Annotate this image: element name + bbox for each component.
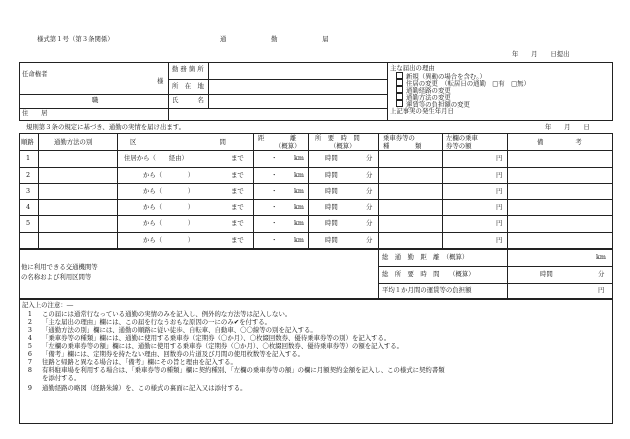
row-from[interactable]: から（ ） <box>143 203 195 211</box>
row-to: まで <box>231 203 244 211</box>
row-yen: 円 <box>496 187 503 195</box>
checkbox-icon <box>396 79 403 86</box>
row-minutes: 分 <box>366 203 373 211</box>
row-to: まで <box>231 171 244 179</box>
note-text: 「主な届出の理由」欄には、この届を行なうおもな原因の一にのみ✔を付する。 <box>42 318 272 326</box>
notes-title: 記入上の注意：― <box>22 301 74 309</box>
other-transport-label-1: 他に利用できる交通機関等 <box>21 263 98 271</box>
total-time-minutes: 分 <box>598 270 605 278</box>
row-dot: ・ <box>271 203 278 211</box>
note-text: を添付する。 <box>42 374 81 382</box>
row-dot: ・ <box>271 171 278 179</box>
reason-label: 通勤経路の変更 <box>406 86 451 95</box>
note-text: この届には通常行なっている通勤の実情のみを記入し、例外的な方法等は記入しない。 <box>42 310 292 318</box>
row-to: まで <box>231 154 244 162</box>
row-from[interactable]: 住居から（ 経由） <box>124 154 188 162</box>
row-km: km <box>294 236 304 244</box>
row-hours: 時間 <box>325 236 338 244</box>
note-text: 有料駐車場を利用する場合は、「乗車券等の種類」欄に契約種別、「左欄の乗車券等の額」の欄に月額契約金額を記入し、この様式に契約書類 <box>42 366 445 374</box>
row-km: km <box>294 203 304 211</box>
row-km: km <box>294 154 304 162</box>
checkbox-icon <box>396 100 403 107</box>
row-hours: 時間 <box>325 219 338 227</box>
header-ticket-type-sub: 種 類 <box>383 142 422 150</box>
submission-date: 年 月 日提出 <box>512 50 570 58</box>
sama-label: 様 <box>157 77 164 85</box>
note-text: 往路と帰路と異なる場合は、「備考」欄にその旨と理由を記入する。 <box>42 358 237 366</box>
header-seq: 順路 <box>21 138 34 146</box>
header-distance-sub: （概算） <box>275 142 301 150</box>
row-km: km <box>294 187 304 195</box>
row-seq: 4 <box>26 203 31 211</box>
declaration: 規則第３条の規定に基づき、通勤の実情を届け出ます。 <box>26 123 185 131</box>
row-dot: ・ <box>271 187 278 195</box>
header-ticket-type: 乗車券等の <box>383 134 415 142</box>
row-dot: ・ <box>271 236 278 244</box>
header-method: 通勤方法の別 <box>54 138 93 146</box>
row-hours: 時間 <box>325 187 338 195</box>
row-seq: 1 <box>26 154 31 162</box>
reason-label: 通勤方法の変更 <box>406 93 451 102</box>
row-seq: 3 <box>26 187 31 195</box>
position-label: 職 <box>92 96 99 104</box>
header-remarks: 備 考 <box>537 138 582 146</box>
row-yen: 円 <box>496 236 503 244</box>
header-time-sub: （概算） <box>330 142 356 150</box>
note-number: 3 <box>27 326 32 334</box>
other-transport-box <box>19 249 613 299</box>
event-date-value: 年 月 日 <box>545 123 590 131</box>
total-distance-unit: km <box>596 253 606 261</box>
row-minutes: 分 <box>366 236 373 244</box>
row-minutes: 分 <box>366 171 373 179</box>
row-yen: 円 <box>496 154 503 162</box>
monthly-fare-unit: 円 <box>598 286 605 294</box>
row-seq: 2 <box>26 171 31 179</box>
row-km: km <box>294 219 304 227</box>
header-distance: 距 離 <box>258 134 297 142</box>
note-number: 2 <box>27 318 32 326</box>
appointer-label: 任命権者 <box>22 70 48 78</box>
note-text: 「備考」欄には、定期券を持たない理由、回数券の片道及び月間の使用枚数等を記入する。 <box>42 350 305 358</box>
row-to: まで <box>231 236 244 244</box>
address-label: 住 居 <box>22 109 48 117</box>
row-from[interactable]: から（ ） <box>143 171 195 179</box>
header-time: 所 要 時 間 <box>315 134 360 142</box>
reason-label: 住居の変更 （転居日の通勤 □有 □無） <box>406 79 530 88</box>
row-minutes: 分 <box>366 187 373 195</box>
note-text: 「左欄の乗車券等の額」欄には、通勤に使用する乗車券（定期券（〇か月）、〇枚綴回数券、優待乗車券等）の額を記入する。 <box>42 342 404 350</box>
row-km: km <box>294 171 304 179</box>
row-yen: 円 <box>496 171 503 179</box>
row-yen: 円 <box>496 203 503 211</box>
monthly-fare-label: 平均１か月間の運賃等の負担額 <box>382 286 472 294</box>
note-number: 6 <box>27 350 32 358</box>
header-section: 区 間 <box>130 138 226 146</box>
note-text: 通勤経路の略図（経路朱線）を、この様式の裏面に記入又は添付する。 <box>42 384 247 392</box>
note-number: 4 <box>27 334 32 342</box>
row-to: まで <box>231 219 244 227</box>
header-amount: 左欄の乗車 <box>446 134 478 142</box>
other-transport-label-2: の名称および利用区間等 <box>21 273 92 281</box>
form-number: 様式第１号（第３条関係） <box>37 35 114 43</box>
top-section <box>19 62 613 121</box>
row-hours: 時間 <box>325 171 338 179</box>
checkbox-icon <box>396 93 403 100</box>
note-text: 「通勤方法の別」欄には、通勤の順路に従い徒歩、自転車、自動車、〇〇線等の別を記入する。 <box>42 326 317 334</box>
row-seq: 5 <box>26 219 31 227</box>
note-number: 5 <box>27 342 32 350</box>
note-text: 「乗車券等の種類」欄には、通勤に使用する乗車券（定期券（〇か月）、〇枚綴回数券、優待乗車券等の別）を記入する。 <box>42 334 391 342</box>
note-number: 1 <box>27 310 32 318</box>
reason-label: 運賃等の負担額の変更 <box>406 100 470 109</box>
row-from[interactable]: から（ ） <box>143 219 195 227</box>
row-yen: 円 <box>496 219 503 227</box>
row-dot: ・ <box>271 154 278 162</box>
note-number: 7 <box>27 358 32 366</box>
row-hours: 時間 <box>325 203 338 211</box>
row-to: まで <box>231 187 244 195</box>
total-distance-label: 総 通 勤 距 離 （概算） <box>382 253 469 261</box>
total-time-hours: 時間 <box>540 270 553 278</box>
row-dot: ・ <box>271 219 278 227</box>
row-from[interactable]: から（ ） <box>143 236 195 244</box>
header-amount-sub: 券等の額 <box>446 142 472 150</box>
note-number: 8 <box>27 366 32 374</box>
reason-label: 新規（異動の場合を含む。） <box>406 72 486 81</box>
row-minutes: 分 <box>366 154 373 162</box>
form-title: 通 勤 届 <box>220 35 329 43</box>
checkbox-icon <box>396 72 403 79</box>
row-from[interactable]: から（ ） <box>143 187 195 195</box>
total-time-label: 総 所 要 時 間 （概算） <box>382 270 475 278</box>
note-number: 9 <box>27 384 32 392</box>
row-minutes: 分 <box>366 219 373 227</box>
workplace-label: 勤 務 箇 所 <box>172 65 204 73</box>
row-hours: 時間 <box>325 154 338 162</box>
event-date-label: 上記事実の発生年月日 <box>390 107 454 115</box>
reason-title: 主な届出の理由 <box>390 64 435 72</box>
checkbox-icon <box>396 86 403 93</box>
location-label: 所 在 地 <box>172 82 204 90</box>
name-label: 氏 名 <box>172 96 204 104</box>
